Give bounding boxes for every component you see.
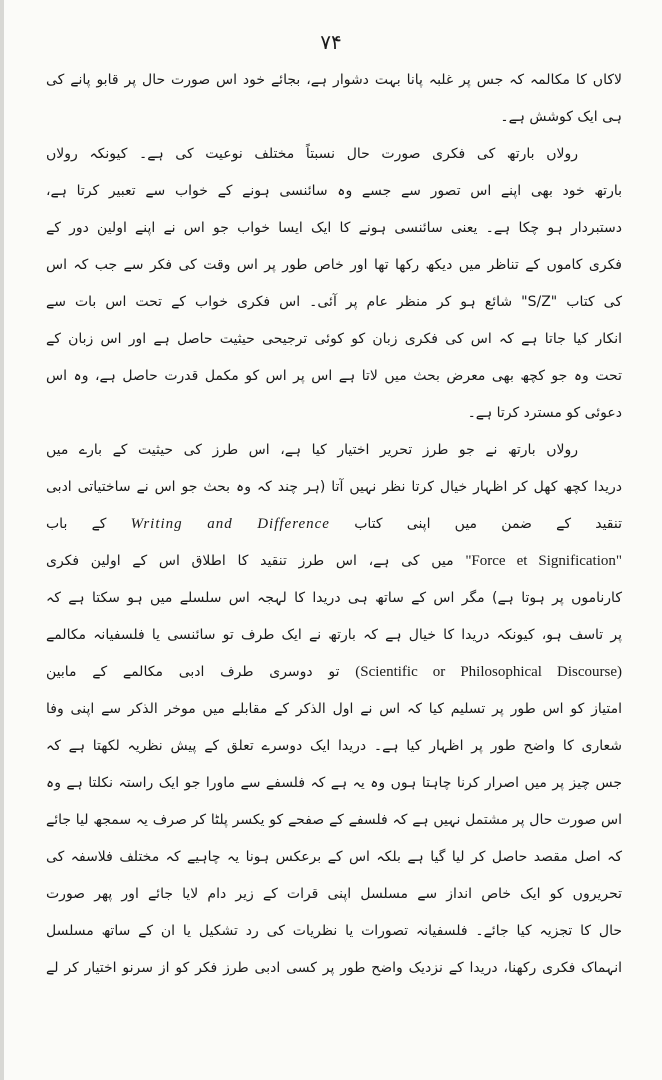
text-segment: کے باب: [46, 515, 107, 532]
text-line: ہی ایک کوشش ہے۔: [500, 108, 622, 125]
text-line: کی کتاب "S/Z" شائع ہو کر منظر عام پر آئی۔ اس فکری خواب کے تحت اس بات سے: [46, 293, 622, 310]
book-title-english: Writing and Difference: [130, 515, 330, 532]
text-line: اس صورت حال پر مشتمل نہیں ہے کہ فلسفے کے صفحے کو یکسر پلٹا کر صرف یہ سمجھ لیا جائے: [46, 811, 622, 828]
text-line: رولاں بارتھ نے جو طرز تحریر اختیار کیا ہے، اس طرز کی حیثیت کے بارے میں: [46, 441, 578, 458]
text-line: شعاری کا واضح طور پر اظہار کیا ہے۔ دریدا ایک دوسرے تعلق کے پیش نظریہ لکھتا ہے کہ: [46, 737, 622, 754]
text-segment: میں کی ہے، اس طرز تنقید کا اطلاق اس کے اولین فکری: [46, 552, 454, 569]
text-line: تحت وہ جو کچھ بھی معرض بحث میں لاتا ہے اس پر اس کو مکمل قدرت حاصل ہے، وہ اس: [46, 367, 622, 384]
text-line: [46, 542, 622, 579]
text-line: حال کا تجزیہ کیا جائے۔ فلسفیانہ تصورات یا نظریات کی رد تشکیل یا ان کے ساتھ مسلسل: [46, 922, 622, 939]
text-line: فکری کاموں کے تناظر میں دیکھ رکھا تھا اور خاص طور پر اس وقت کی فکر سے جب کہ اس: [46, 256, 622, 273]
text-line: لاکاں کا مکالمہ کہ جس پر غلبہ پانا بہت دشوار ہے، بجائے خود اس صورت حال پر قابو پانے کی: [46, 71, 622, 88]
text-line: کارناموں پر ہوتا ہے) مگر اس کے ساتھ ہی دریدا کا لہجہ اس سلسلے میں ہو سکتا ہے کہ: [46, 589, 622, 606]
text-line: تحریروں کو ایک خاص انداز سے مسلسل اپنی قرات کے زیر دام لایا جائے اور پھر صورت: [46, 885, 622, 902]
english-term: (Scientific or Philosophical Discourse): [355, 663, 622, 680]
text-line: دعوئی کو مسترد کرتا ہے۔: [467, 404, 622, 421]
text-line: کہ اصل مقصد حاصل کر لیا گیا ہے بلکہ اس کے برعکس ہونا یہ چاہیے کہ مختلف فلاسفہ کی: [46, 848, 622, 865]
text-line: [46, 505, 622, 542]
text-line: دریدا کچھ کھل کر اظہار خیال کرتا نظر نہیں آتا (ہر چند کہ وہ بحث جو اس نے ساختیاتی ادبی: [46, 478, 622, 495]
text-line: دستبردار ہو چکا ہے۔ یعنی سائنسی ہونے کا ایک ایسا خواب جو اس نے اپنے اولین دور کے: [46, 219, 622, 236]
scan-edge: [0, 0, 4, 1080]
page-number: ۷۴: [320, 30, 342, 54]
text-line: رولاں بارتھ کی فکری صورت حال نسبتاً مختلف نوعیت کی ہے۔ کیونکہ رولاں: [46, 145, 578, 162]
text-segment: تو دوسری طرف ادبی مکالمے کے مابین: [46, 663, 340, 680]
text-line: پر تاسف ہو، کیونکہ دریدا کا خیال ہے کہ بارتھ نے ایک طرف تو سائنسی یا فلسفیانہ مکالمے: [46, 626, 622, 643]
chapter-title-english: "Force et Signification": [465, 552, 623, 569]
text-segment: تنقید کے ضمن میں اپنی کتاب: [354, 515, 623, 532]
text-line: بارتھ خود بھی اپنے اس تصور سے جسے وہ سائنسی ہونے کے خواب سے تعبیر کرتا ہے،: [46, 182, 622, 199]
text-line: جس چیز پر میں اصرار کرنا چاہتا ہوں وہ یہ ہے کہ فلسفے سے ماورا جو ایک راستہ نکلتا ہے وہ: [46, 774, 622, 791]
text-line: امتیاز کو اس طور پر تسلیم کیا کہ اس نے اول الذکر کے مقابلے میں موخر الذکر سے اپنی وفا: [46, 700, 622, 717]
text-line: انہماک فکری رکھنا، دریدا کے نزدیک واضح طور پر کسی ادبی طرز فکر کو از سرنو اختیار کر لے: [46, 959, 622, 976]
text-line: انکار کیا جاتا ہے کہ اس کی فکری زبان کو کوئی ترجیحی حیثیت حاصل ہے اور اس زبان کے: [46, 330, 622, 347]
text-line: [46, 653, 622, 690]
body-text: [46, 58, 622, 986]
